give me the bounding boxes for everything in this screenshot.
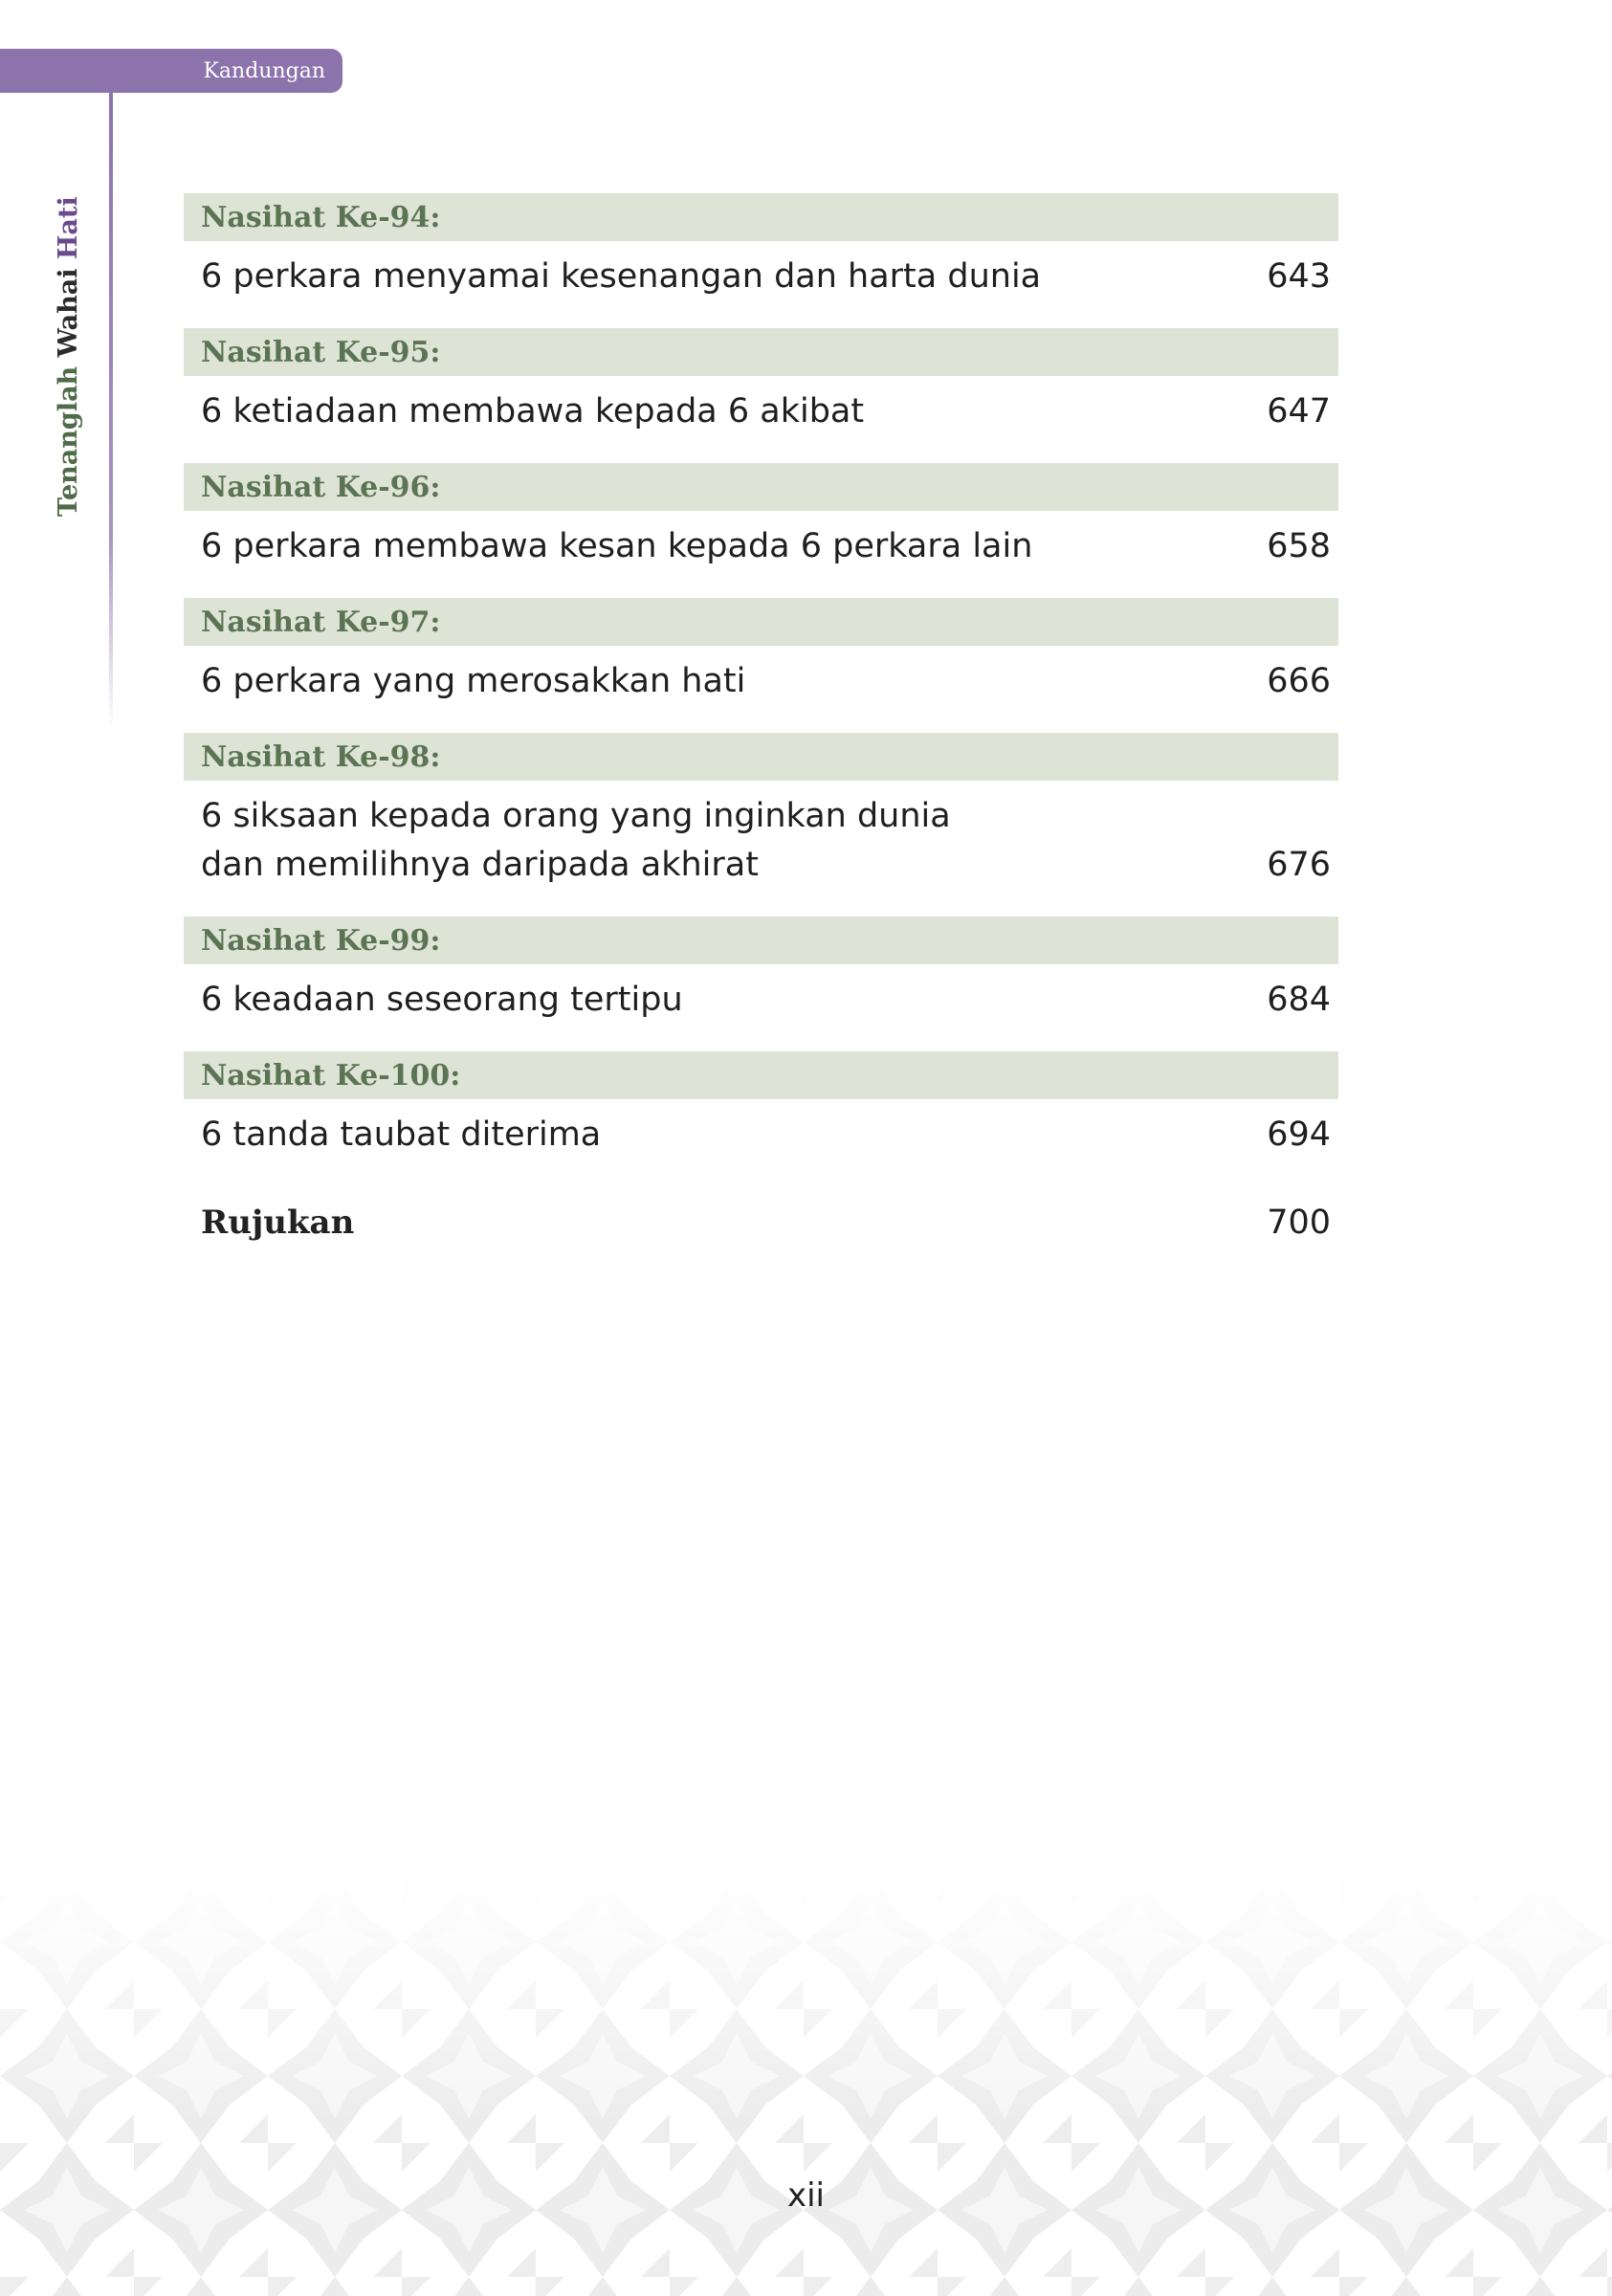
toc-reference-title: Rujukan	[201, 1203, 355, 1242]
toc-entry[interactable]	[184, 193, 1338, 301]
toc-entry-heading: Nasihat Ke-94:	[184, 193, 1338, 241]
toc-entry-page: 684	[1267, 981, 1331, 1019]
toc-entry[interactable]	[184, 916, 1338, 1025]
toc-entry-row[interactable]	[184, 1099, 1338, 1159]
toc-entry-heading: Nasihat Ke-100:	[184, 1051, 1338, 1099]
toc-entry-page: 658	[1267, 527, 1331, 565]
toc-entry-row[interactable]	[184, 241, 1338, 301]
toc-entry[interactable]	[184, 598, 1338, 706]
toc-entry-row[interactable]	[184, 376, 1338, 436]
toc-entry-heading: Nasihat Ke-95:	[184, 328, 1338, 376]
toc-entry-page: 647	[1267, 392, 1331, 430]
toc-entry-page: 676	[1267, 846, 1331, 884]
toc-entry-row[interactable]	[184, 511, 1338, 571]
book-title-part1: Tenanglah	[54, 365, 83, 517]
book-title-part3: Hati	[54, 196, 83, 260]
toc-entry-page: 666	[1267, 662, 1331, 700]
toc-entry-title: 6 perkara yang merosakkan hati	[201, 662, 746, 700]
side-rule	[109, 92, 113, 728]
page-number: xii	[786, 2176, 825, 2215]
toc-entry-heading: Nasihat Ke-99:	[184, 916, 1338, 964]
geometric-background-pattern	[0, 1875, 1612, 2296]
toc-entry-page: 643	[1267, 257, 1331, 296]
toc-entry-heading: Nasihat Ke-96:	[184, 463, 1338, 511]
toc-entry-row[interactable]	[184, 781, 1338, 890]
toc-entry-title: 6 perkara menyamai kesenangan dan harta dunia	[201, 257, 1042, 296]
section-tab-label: Kandungan	[203, 58, 325, 83]
toc-reference-row[interactable]	[184, 1186, 1338, 1242]
toc-entry-title: 6 tanda taubat diterima	[201, 1115, 602, 1154]
toc-entry-row[interactable]	[184, 646, 1338, 706]
toc-entry-heading: Nasihat Ke-98:	[184, 733, 1338, 781]
toc-entry-title: 6 perkara membawa kesan kepada 6 perkara lain	[201, 527, 1033, 565]
toc-entry-row[interactable]	[184, 964, 1338, 1025]
table-of-contents	[184, 193, 1338, 1242]
toc-entry[interactable]	[184, 463, 1338, 571]
toc-entry-title: 6 siksaan kepada orang yang inginkan dunia dan memilihnya daripada akhirat	[201, 797, 951, 884]
toc-entry-title: 6 keadaan seseorang tertipu	[201, 981, 683, 1019]
toc-reference-page: 700	[1267, 1203, 1331, 1242]
toc-entry-heading: Nasihat Ke-97:	[184, 598, 1338, 646]
section-tab	[0, 49, 342, 93]
toc-entry[interactable]	[184, 328, 1338, 436]
toc-entry-page: 694	[1267, 1115, 1331, 1154]
book-title-part2: Wahai	[54, 268, 83, 358]
toc-entry[interactable]	[184, 1051, 1338, 1159]
toc-entry-title: 6 ketiadaan membawa kepada 6 akibat	[201, 392, 865, 430]
toc-entry[interactable]	[184, 733, 1338, 890]
